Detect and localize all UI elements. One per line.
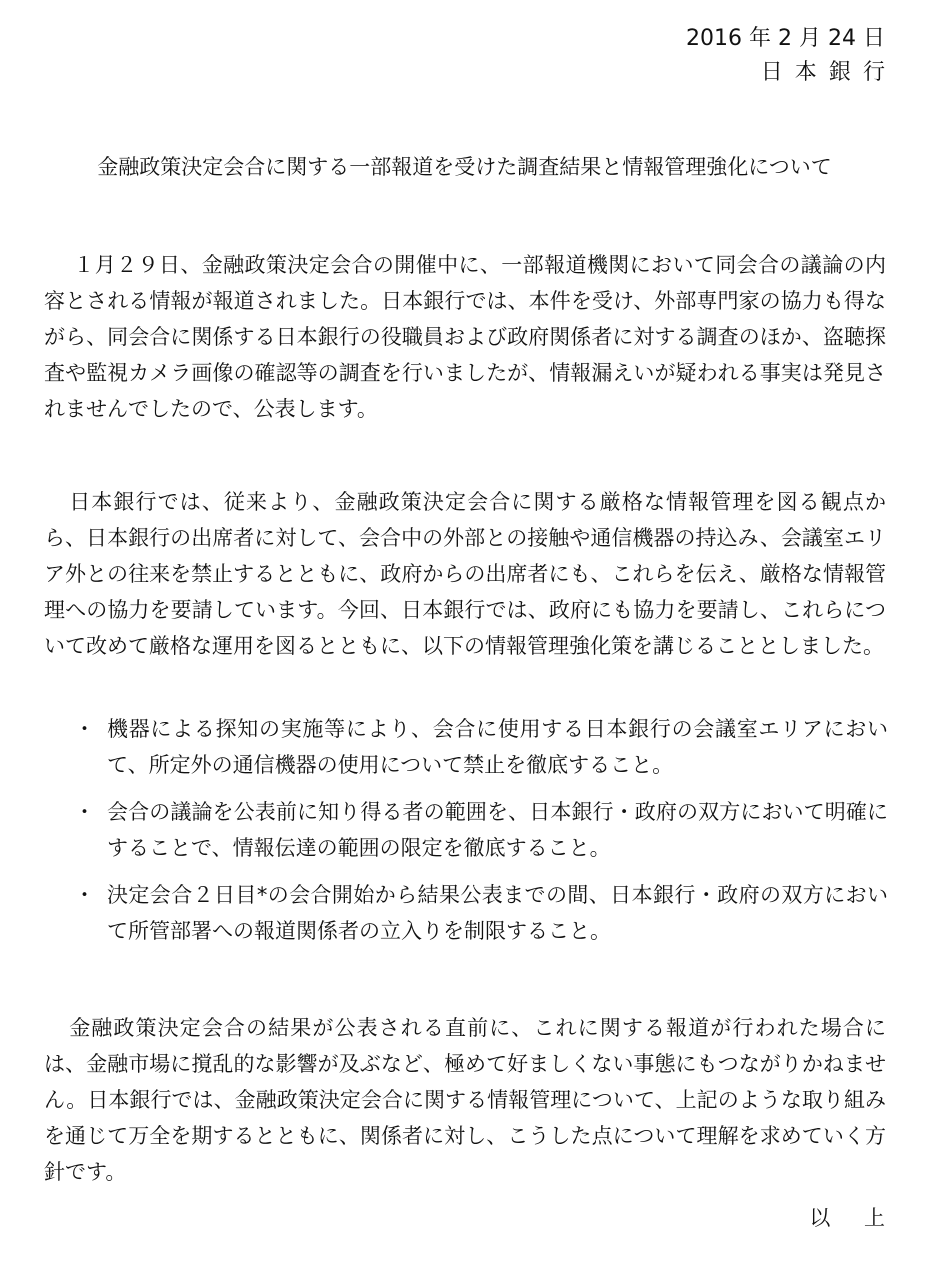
bullet-icon: ・ [74,717,95,741]
document-title: 金融政策決定会合に関する一部報道を受けた調査結果と情報管理強化について [97,155,832,179]
paragraph-information-management: 日本銀行では、従来より、金融政策決定会合に関する厳格な情報管理を図る観点から、日本銀行の出席者に対して、会合中の外部との接触や通信機器の持込み、会議室エリア外との往来を禁止するとともに、政府からの出席者にも、これらを伝え、厳格な情報管理への協力を要請しています。今回、日本銀行では、政府にも協力を要請し、これらについて改めて厳格な運用を図るとともに、以下の情報管理強化策を講じることとしました。 [44,490,886,658]
list-item [74,794,888,866]
paragraph-policy-statement: 金融政策決定会合の結果が公表される直前に、これに関する報道が行われた場合には、金融市場に撹乱的な影響が及ぶなど、極めて好ましくない事態にもつながりかねません。日本銀行では、金融政策決定会合に関する情報管理について、上記のような取り組みを通じて万全を期するとともに、関係者に対し、こうした点について理解を求めていく方針です。 [44,1016,886,1184]
bullet-icon: ・ [74,883,95,907]
countermeasure-list [74,711,888,960]
list-item [74,877,888,949]
list-item-text: 決定会合２日目*の会合開始から結果公表までの間、日本銀行・政府の双方において所管部署への報道関係者の立入りを制限すること。 [107,883,888,943]
list-item [74,711,888,783]
closing-mark: 以上 [809,1206,919,1230]
paragraph-investigation-result: １月２９日、金融政策決定会合の開催中に、一部報道機関において同会合の議論の内容とされる情報が報道されました。日本銀行では、本件を受け、外部専門家の協力も得ながら、同会合に関係する日本銀行の役職員および政府関係者に対する調査のほか、盗聴探査や監視カメラ画像の確認等の調査を行いましたが、情報漏えいが疑われる事実は発見されませんでしたので、公表します。 [44,253,886,421]
bullet-icon: ・ [74,800,95,824]
issuer-name: 日本銀行 [760,60,898,85]
list-item-text: 機器による探知の実施等により、会合に使用する日本銀行の会議室エリアにおいて、所定外の通信機器の使用について禁止を徹底すること。 [107,717,888,777]
document-header [686,22,898,90]
issue-date: 2016 年 2 月 24 日 [686,26,885,51]
list-item-text: 会合の議論を公表前に知り得る者の範囲を、日本銀行・政府の双方において明確にすることで、情報伝達の範囲の限定を徹底すること。 [107,800,888,860]
